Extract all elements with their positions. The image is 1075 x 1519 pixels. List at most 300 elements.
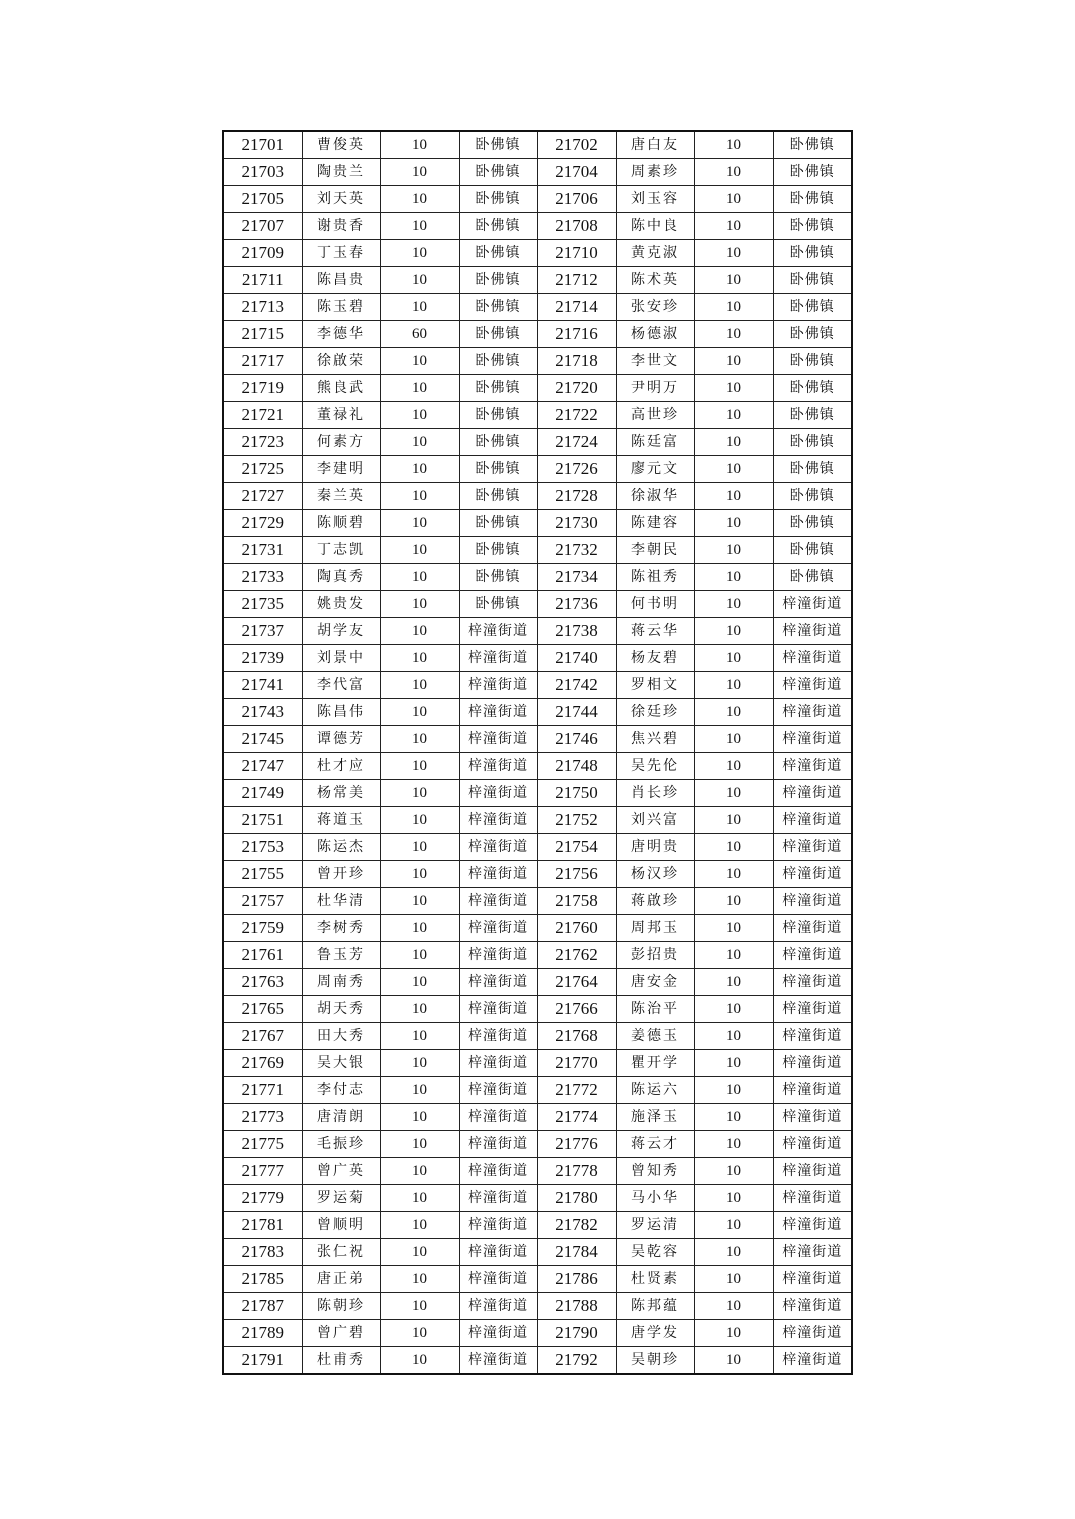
amount-cell: 10 xyxy=(694,1347,773,1375)
amount-cell: 10 xyxy=(694,591,773,618)
record-number-cell: 21713 xyxy=(223,294,302,321)
area-name-cell: 卧佛镇 xyxy=(773,131,852,159)
area-name-cell: 梓潼街道 xyxy=(459,861,537,888)
record-number-cell: 21772 xyxy=(537,1077,616,1104)
recipient-name-cell: 肖长珍 xyxy=(616,780,694,807)
amount-cell: 10 xyxy=(380,213,459,240)
recipient-name-cell: 吴朝珍 xyxy=(616,1347,694,1375)
recipient-name-cell: 黄克淑 xyxy=(616,240,694,267)
recipient-name-cell: 杜才应 xyxy=(302,753,380,780)
amount-cell: 10 xyxy=(380,348,459,375)
amount-cell: 10 xyxy=(694,294,773,321)
area-name-cell: 梓潼街道 xyxy=(773,834,852,861)
area-name-cell: 梓潼街道 xyxy=(773,645,852,672)
recipient-name-cell: 陈昌伟 xyxy=(302,699,380,726)
table-row xyxy=(223,1347,852,1375)
recipient-name-cell: 杨常美 xyxy=(302,780,380,807)
record-number-cell: 21714 xyxy=(537,294,616,321)
amount-cell: 10 xyxy=(694,537,773,564)
area-name-cell: 梓潼街道 xyxy=(773,1050,852,1077)
amount-cell: 10 xyxy=(694,402,773,429)
table-row xyxy=(223,321,852,348)
area-name-cell: 梓潼街道 xyxy=(459,1347,537,1375)
recipient-name-cell: 姚贵发 xyxy=(302,591,380,618)
recipient-name-cell: 曹俊英 xyxy=(302,131,380,159)
recipient-name-cell: 曾知秀 xyxy=(616,1158,694,1185)
table-row xyxy=(223,1212,852,1239)
table-row xyxy=(223,1050,852,1077)
table-row xyxy=(223,780,852,807)
recipient-name-cell: 蒋云华 xyxy=(616,618,694,645)
table-row xyxy=(223,1077,852,1104)
amount-cell: 10 xyxy=(694,618,773,645)
recipient-name-cell: 刘玉容 xyxy=(616,186,694,213)
record-number-cell: 21757 xyxy=(223,888,302,915)
amount-cell: 10 xyxy=(694,942,773,969)
amount-cell: 10 xyxy=(380,969,459,996)
recipient-name-cell: 罗运菊 xyxy=(302,1185,380,1212)
recipient-name-cell: 彭招贵 xyxy=(616,942,694,969)
recipient-name-cell: 罗运清 xyxy=(616,1212,694,1239)
area-name-cell: 卧佛镇 xyxy=(459,510,537,537)
table-row xyxy=(223,996,852,1023)
recipient-name-cell: 李世文 xyxy=(616,348,694,375)
roster-body xyxy=(223,131,852,1374)
amount-cell: 10 xyxy=(694,483,773,510)
recipient-name-cell: 徐淑华 xyxy=(616,483,694,510)
record-number-cell: 21726 xyxy=(537,456,616,483)
recipient-name-cell: 陈玉碧 xyxy=(302,294,380,321)
area-name-cell: 梓潼街道 xyxy=(459,1050,537,1077)
area-name-cell: 卧佛镇 xyxy=(773,429,852,456)
table-row xyxy=(223,294,852,321)
amount-cell: 10 xyxy=(380,834,459,861)
area-name-cell: 梓潼街道 xyxy=(773,1347,852,1375)
recipient-name-cell: 高世珍 xyxy=(616,402,694,429)
record-number-cell: 21702 xyxy=(537,131,616,159)
area-name-cell: 梓潼街道 xyxy=(459,1239,537,1266)
area-name-cell: 梓潼街道 xyxy=(459,672,537,699)
recipient-name-cell: 吴先伦 xyxy=(616,753,694,780)
amount-cell: 10 xyxy=(380,186,459,213)
record-number-cell: 21748 xyxy=(537,753,616,780)
recipient-name-cell: 陈邦蕴 xyxy=(616,1293,694,1320)
amount-cell: 10 xyxy=(380,591,459,618)
record-number-cell: 21701 xyxy=(223,131,302,159)
recipient-name-cell: 刘天英 xyxy=(302,186,380,213)
amount-cell: 10 xyxy=(380,1239,459,1266)
recipient-name-cell: 姜德玉 xyxy=(616,1023,694,1050)
amount-cell: 10 xyxy=(694,131,773,159)
area-name-cell: 卧佛镇 xyxy=(773,348,852,375)
amount-cell: 10 xyxy=(380,456,459,483)
amount-cell: 10 xyxy=(694,672,773,699)
record-number-cell: 21782 xyxy=(537,1212,616,1239)
table-row xyxy=(223,618,852,645)
record-number-cell: 21783 xyxy=(223,1239,302,1266)
record-number-cell: 21708 xyxy=(537,213,616,240)
record-number-cell: 21706 xyxy=(537,186,616,213)
recipient-name-cell: 谭德芳 xyxy=(302,726,380,753)
record-number-cell: 21743 xyxy=(223,699,302,726)
area-name-cell: 卧佛镇 xyxy=(459,483,537,510)
record-number-cell: 21754 xyxy=(537,834,616,861)
recipient-name-cell: 田大秀 xyxy=(302,1023,380,1050)
record-number-cell: 21730 xyxy=(537,510,616,537)
recipient-name-cell: 李代富 xyxy=(302,672,380,699)
area-name-cell: 梓潼街道 xyxy=(773,888,852,915)
table-row xyxy=(223,753,852,780)
amount-cell: 10 xyxy=(380,131,459,159)
record-number-cell: 21769 xyxy=(223,1050,302,1077)
amount-cell: 10 xyxy=(380,240,459,267)
amount-cell: 10 xyxy=(380,483,459,510)
area-name-cell: 梓潼街道 xyxy=(459,1212,537,1239)
amount-cell: 10 xyxy=(694,726,773,753)
area-name-cell: 卧佛镇 xyxy=(459,131,537,159)
amount-cell: 10 xyxy=(380,1347,459,1375)
area-name-cell: 卧佛镇 xyxy=(459,429,537,456)
amount-cell: 10 xyxy=(380,1131,459,1158)
recipient-name-cell: 杜贤素 xyxy=(616,1266,694,1293)
record-number-cell: 21731 xyxy=(223,537,302,564)
table-row xyxy=(223,672,852,699)
area-name-cell: 梓潼街道 xyxy=(459,726,537,753)
record-number-cell: 21780 xyxy=(537,1185,616,1212)
area-name-cell: 梓潼街道 xyxy=(773,726,852,753)
recipient-name-cell: 唐安金 xyxy=(616,969,694,996)
area-name-cell: 卧佛镇 xyxy=(459,348,537,375)
recipient-name-cell: 何书明 xyxy=(616,591,694,618)
amount-cell: 10 xyxy=(380,1266,459,1293)
amount-cell: 10 xyxy=(694,267,773,294)
record-number-cell: 21710 xyxy=(537,240,616,267)
amount-cell: 10 xyxy=(380,780,459,807)
area-name-cell: 卧佛镇 xyxy=(773,294,852,321)
table-row xyxy=(223,726,852,753)
amount-cell: 10 xyxy=(380,402,459,429)
recipient-name-cell: 陈运杰 xyxy=(302,834,380,861)
recipient-name-cell: 杨友碧 xyxy=(616,645,694,672)
table-row xyxy=(223,888,852,915)
area-name-cell: 卧佛镇 xyxy=(459,591,537,618)
recipient-name-cell: 何素方 xyxy=(302,429,380,456)
area-name-cell: 卧佛镇 xyxy=(459,159,537,186)
recipient-name-cell: 唐明贵 xyxy=(616,834,694,861)
record-number-cell: 21779 xyxy=(223,1185,302,1212)
recipient-name-cell: 尹明万 xyxy=(616,375,694,402)
recipient-name-cell: 李付志 xyxy=(302,1077,380,1104)
record-number-cell: 21734 xyxy=(537,564,616,591)
table-row xyxy=(223,1266,852,1293)
table-row xyxy=(223,1239,852,1266)
recipient-name-cell: 李朝民 xyxy=(616,537,694,564)
record-number-cell: 21745 xyxy=(223,726,302,753)
amount-cell: 10 xyxy=(694,456,773,483)
record-number-cell: 21776 xyxy=(537,1131,616,1158)
record-number-cell: 21792 xyxy=(537,1347,616,1375)
record-number-cell: 21741 xyxy=(223,672,302,699)
amount-cell: 10 xyxy=(694,969,773,996)
amount-cell: 10 xyxy=(694,1293,773,1320)
amount-cell: 10 xyxy=(380,294,459,321)
record-number-cell: 21786 xyxy=(537,1266,616,1293)
area-name-cell: 卧佛镇 xyxy=(773,321,852,348)
amount-cell: 10 xyxy=(694,1266,773,1293)
area-name-cell: 卧佛镇 xyxy=(773,564,852,591)
area-name-cell: 梓潼街道 xyxy=(773,699,852,726)
record-number-cell: 21740 xyxy=(537,645,616,672)
table-row xyxy=(223,699,852,726)
area-name-cell: 卧佛镇 xyxy=(773,375,852,402)
amount-cell: 10 xyxy=(380,510,459,537)
area-name-cell: 卧佛镇 xyxy=(459,537,537,564)
amount-cell: 10 xyxy=(694,348,773,375)
record-number-cell: 21735 xyxy=(223,591,302,618)
record-number-cell: 21718 xyxy=(537,348,616,375)
recipient-name-cell: 陈术英 xyxy=(616,267,694,294)
record-number-cell: 21738 xyxy=(537,618,616,645)
amount-cell: 10 xyxy=(380,159,459,186)
amount-cell: 10 xyxy=(380,996,459,1023)
amount-cell: 10 xyxy=(694,861,773,888)
area-name-cell: 梓潼街道 xyxy=(459,645,537,672)
recipient-name-cell: 秦兰英 xyxy=(302,483,380,510)
area-name-cell: 梓潼街道 xyxy=(459,1158,537,1185)
recipient-name-cell: 周南秀 xyxy=(302,969,380,996)
record-number-cell: 21771 xyxy=(223,1077,302,1104)
record-number-cell: 21728 xyxy=(537,483,616,510)
record-number-cell: 21723 xyxy=(223,429,302,456)
record-number-cell: 21711 xyxy=(223,267,302,294)
area-name-cell: 梓潼街道 xyxy=(459,915,537,942)
recipient-name-cell: 陈治平 xyxy=(616,996,694,1023)
table-row xyxy=(223,186,852,213)
amount-cell: 10 xyxy=(694,834,773,861)
area-name-cell: 卧佛镇 xyxy=(459,240,537,267)
area-name-cell: 梓潼街道 xyxy=(773,807,852,834)
record-number-cell: 21758 xyxy=(537,888,616,915)
amount-cell: 10 xyxy=(694,888,773,915)
area-name-cell: 卧佛镇 xyxy=(459,267,537,294)
amount-cell: 10 xyxy=(380,1050,459,1077)
record-number-cell: 21784 xyxy=(537,1239,616,1266)
recipient-name-cell: 陶真秀 xyxy=(302,564,380,591)
amount-cell: 10 xyxy=(380,807,459,834)
amount-cell: 10 xyxy=(694,1320,773,1347)
area-name-cell: 卧佛镇 xyxy=(459,456,537,483)
record-number-cell: 21720 xyxy=(537,375,616,402)
area-name-cell: 梓潼街道 xyxy=(459,1023,537,1050)
record-number-cell: 21752 xyxy=(537,807,616,834)
recipient-name-cell: 陈建容 xyxy=(616,510,694,537)
recipient-name-cell: 陈中良 xyxy=(616,213,694,240)
recipient-name-cell: 陈运六 xyxy=(616,1077,694,1104)
area-name-cell: 梓潼街道 xyxy=(773,942,852,969)
record-number-cell: 21781 xyxy=(223,1212,302,1239)
area-name-cell: 梓潼街道 xyxy=(459,834,537,861)
area-name-cell: 梓潼街道 xyxy=(773,915,852,942)
amount-cell: 10 xyxy=(380,672,459,699)
record-number-cell: 21722 xyxy=(537,402,616,429)
record-number-cell: 21790 xyxy=(537,1320,616,1347)
recipient-name-cell: 杜甫秀 xyxy=(302,1347,380,1375)
amount-cell: 10 xyxy=(694,996,773,1023)
record-number-cell: 21724 xyxy=(537,429,616,456)
area-name-cell: 梓潼街道 xyxy=(773,1158,852,1185)
roster-table xyxy=(222,130,853,1375)
area-name-cell: 梓潼街道 xyxy=(459,699,537,726)
recipient-name-cell: 唐白友 xyxy=(616,131,694,159)
recipient-name-cell: 杨德淑 xyxy=(616,321,694,348)
area-name-cell: 梓潼街道 xyxy=(773,1131,852,1158)
table-row xyxy=(223,375,852,402)
recipient-name-cell: 唐学发 xyxy=(616,1320,694,1347)
area-name-cell: 卧佛镇 xyxy=(773,402,852,429)
amount-cell: 10 xyxy=(694,429,773,456)
amount-cell: 10 xyxy=(380,375,459,402)
amount-cell: 10 xyxy=(380,753,459,780)
record-number-cell: 21755 xyxy=(223,861,302,888)
record-number-cell: 21767 xyxy=(223,1023,302,1050)
amount-cell: 10 xyxy=(380,564,459,591)
area-name-cell: 梓潼街道 xyxy=(459,780,537,807)
record-number-cell: 21747 xyxy=(223,753,302,780)
recipient-name-cell: 陶贵兰 xyxy=(302,159,380,186)
table-row xyxy=(223,1293,852,1320)
amount-cell: 10 xyxy=(694,753,773,780)
area-name-cell: 梓潼街道 xyxy=(459,888,537,915)
record-number-cell: 21787 xyxy=(223,1293,302,1320)
table-row xyxy=(223,537,852,564)
recipient-name-cell: 蒋云才 xyxy=(616,1131,694,1158)
area-name-cell: 卧佛镇 xyxy=(459,321,537,348)
recipient-name-cell: 杜华清 xyxy=(302,888,380,915)
table-row xyxy=(223,402,852,429)
area-name-cell: 卧佛镇 xyxy=(459,375,537,402)
amount-cell: 10 xyxy=(380,1077,459,1104)
area-name-cell: 梓潼街道 xyxy=(773,618,852,645)
table-row xyxy=(223,348,852,375)
record-number-cell: 21727 xyxy=(223,483,302,510)
record-number-cell: 21763 xyxy=(223,969,302,996)
record-number-cell: 21785 xyxy=(223,1266,302,1293)
record-number-cell: 21760 xyxy=(537,915,616,942)
amount-cell: 10 xyxy=(380,1293,459,1320)
area-name-cell: 梓潼街道 xyxy=(459,1320,537,1347)
record-number-cell: 21788 xyxy=(537,1293,616,1320)
area-name-cell: 梓潼街道 xyxy=(459,618,537,645)
amount-cell: 10 xyxy=(694,510,773,537)
amount-cell: 10 xyxy=(694,375,773,402)
amount-cell: 10 xyxy=(694,807,773,834)
amount-cell: 10 xyxy=(694,1185,773,1212)
record-number-cell: 21791 xyxy=(223,1347,302,1375)
amount-cell: 10 xyxy=(694,645,773,672)
record-number-cell: 21778 xyxy=(537,1158,616,1185)
recipient-name-cell: 施泽玉 xyxy=(616,1104,694,1131)
area-name-cell: 卧佛镇 xyxy=(773,213,852,240)
area-name-cell: 梓潼街道 xyxy=(773,861,852,888)
record-number-cell: 21774 xyxy=(537,1104,616,1131)
table-row xyxy=(223,645,852,672)
recipient-name-cell: 周邦玉 xyxy=(616,915,694,942)
recipient-name-cell: 熊良武 xyxy=(302,375,380,402)
recipient-name-cell: 李建明 xyxy=(302,456,380,483)
record-number-cell: 21721 xyxy=(223,402,302,429)
record-number-cell: 21742 xyxy=(537,672,616,699)
area-name-cell: 卧佛镇 xyxy=(773,456,852,483)
record-number-cell: 21725 xyxy=(223,456,302,483)
area-name-cell: 梓潼街道 xyxy=(459,807,537,834)
recipient-name-cell: 曾广碧 xyxy=(302,1320,380,1347)
record-number-cell: 21750 xyxy=(537,780,616,807)
record-number-cell: 21775 xyxy=(223,1131,302,1158)
recipient-name-cell: 鲁玉芳 xyxy=(302,942,380,969)
recipient-name-cell: 徐廷珍 xyxy=(616,699,694,726)
amount-cell: 10 xyxy=(380,1185,459,1212)
record-number-cell: 21744 xyxy=(537,699,616,726)
recipient-name-cell: 蒋道玉 xyxy=(302,807,380,834)
area-name-cell: 梓潼街道 xyxy=(773,591,852,618)
table-row xyxy=(223,1104,852,1131)
area-name-cell: 梓潼街道 xyxy=(773,1185,852,1212)
recipient-name-cell: 曾开珍 xyxy=(302,861,380,888)
amount-cell: 10 xyxy=(694,186,773,213)
record-number-cell: 21712 xyxy=(537,267,616,294)
area-name-cell: 梓潼街道 xyxy=(773,672,852,699)
record-number-cell: 21719 xyxy=(223,375,302,402)
area-name-cell: 卧佛镇 xyxy=(459,294,537,321)
recipient-name-cell: 陈昌贵 xyxy=(302,267,380,294)
table-row xyxy=(223,429,852,456)
amount-cell: 10 xyxy=(380,1104,459,1131)
recipient-name-cell: 李德华 xyxy=(302,321,380,348)
record-number-cell: 21736 xyxy=(537,591,616,618)
area-name-cell: 梓潼街道 xyxy=(773,1239,852,1266)
area-name-cell: 梓潼街道 xyxy=(773,1212,852,1239)
area-name-cell: 梓潼街道 xyxy=(773,996,852,1023)
amount-cell: 10 xyxy=(694,1239,773,1266)
recipient-name-cell: 陈顺碧 xyxy=(302,510,380,537)
area-name-cell: 梓潼街道 xyxy=(459,1104,537,1131)
area-name-cell: 梓潼街道 xyxy=(773,1266,852,1293)
table-row xyxy=(223,510,852,537)
area-name-cell: 卧佛镇 xyxy=(773,510,852,537)
area-name-cell: 卧佛镇 xyxy=(773,483,852,510)
area-name-cell: 梓潼街道 xyxy=(459,753,537,780)
recipient-name-cell: 焦兴碧 xyxy=(616,726,694,753)
table-row xyxy=(223,213,852,240)
area-name-cell: 梓潼街道 xyxy=(773,780,852,807)
amount-cell: 10 xyxy=(380,861,459,888)
record-number-cell: 21789 xyxy=(223,1320,302,1347)
record-number-cell: 21739 xyxy=(223,645,302,672)
record-number-cell: 21753 xyxy=(223,834,302,861)
record-number-cell: 21768 xyxy=(537,1023,616,1050)
area-name-cell: 卧佛镇 xyxy=(773,537,852,564)
amount-cell: 10 xyxy=(694,213,773,240)
recipient-name-cell: 罗相文 xyxy=(616,672,694,699)
amount-cell: 10 xyxy=(380,915,459,942)
record-number-cell: 21732 xyxy=(537,537,616,564)
area-name-cell: 卧佛镇 xyxy=(459,186,537,213)
area-name-cell: 梓潼街道 xyxy=(459,1266,537,1293)
amount-cell: 10 xyxy=(694,1158,773,1185)
record-number-cell: 21770 xyxy=(537,1050,616,1077)
amount-cell: 10 xyxy=(694,1104,773,1131)
record-number-cell: 21746 xyxy=(537,726,616,753)
